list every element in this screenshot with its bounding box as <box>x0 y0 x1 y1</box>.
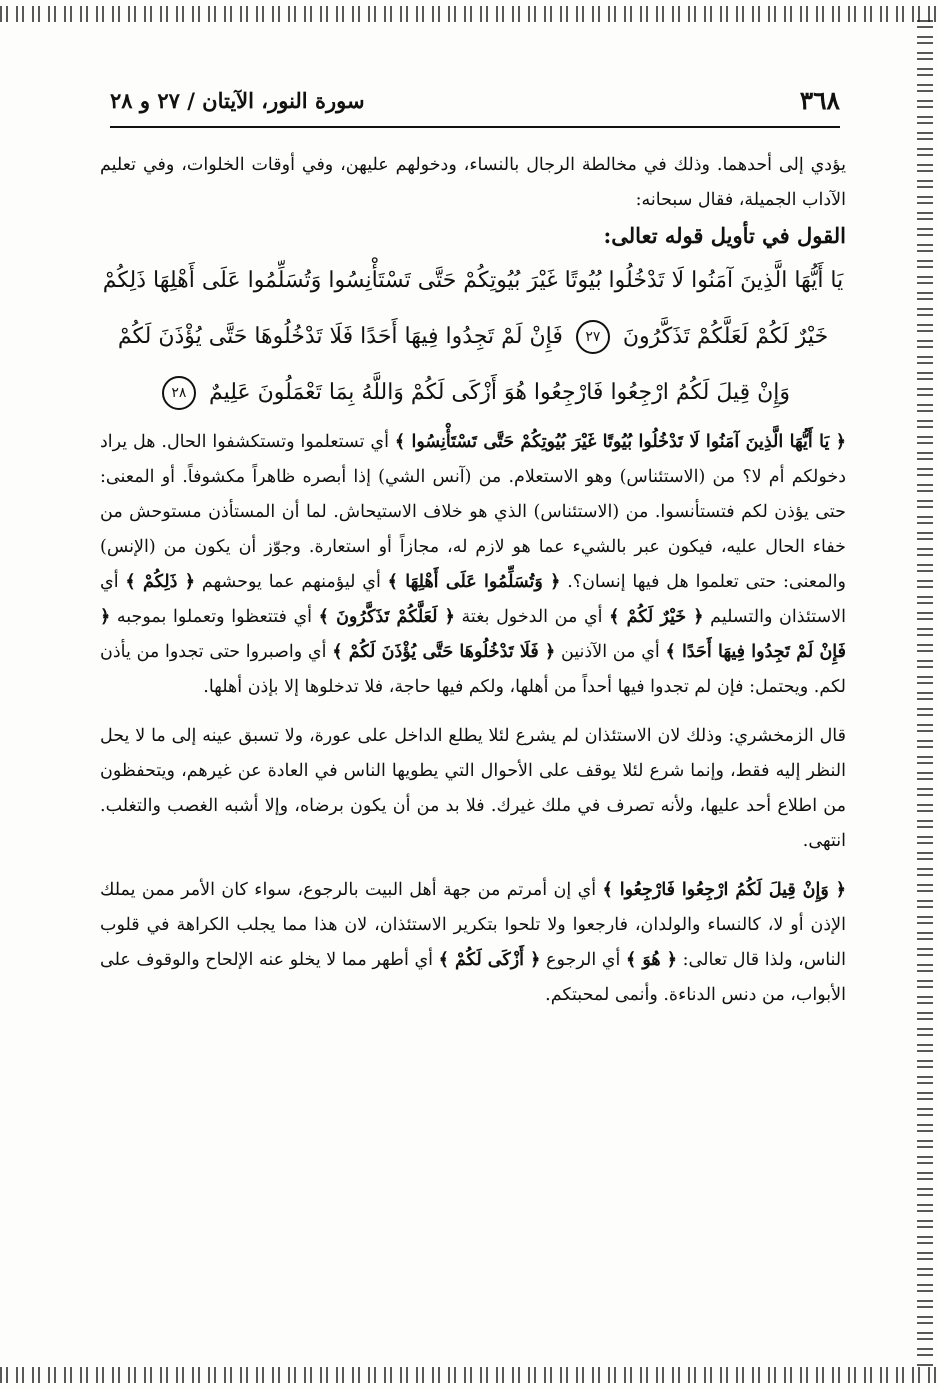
commentary-text: أي من الآذنين <box>555 642 666 662</box>
commentary-text: أي فتتعظوا وتعملوا بموجبه <box>110 607 319 627</box>
ayah-number-27: ٢٧ <box>576 320 610 354</box>
commentary-text: أي واصبروا حتى تجدوا من يأذن لكم. ويحتمل: فإن لم تجدوا فيها أحداً من أهلها، ولكم فيها حاجة، فلا تدخلوها إلا بإذن أهلها. <box>100 642 846 697</box>
quote-verse: ﴿ فَلَا تَدْخُلُوهَا حَتَّى يُؤْذَنَ لَكُمْ ﴾ <box>332 642 556 662</box>
running-title: سورة النور، الآيتان / ٢٧ و ٢٨ <box>110 88 365 113</box>
paragraph-gap <box>100 705 846 719</box>
quote-verse: ﴿ هُوَ ﴾ <box>625 950 678 970</box>
page-border-top <box>0 6 939 22</box>
quote-verse: ﴿ فَإِنْ لَمْ تَجِدُوا فِيهَا أَحَدًا ﴾ <box>100 607 846 662</box>
page-border-right <box>917 20 933 1369</box>
paragraph-return <box>100 873 846 1013</box>
page-border-bottom <box>0 1367 939 1383</box>
section-heading: القول في تأويل قوله تعالى: <box>603 223 846 248</box>
quote-verse: ﴿ أَزْكَى لَكُمْ ﴾ <box>438 950 541 970</box>
paragraph-intro: يؤدي إلى أحدهما. وذلك في مخالطة الرجال بالنساء، ودخولهم عليهن، وفي أوقات الخلوات، وفي تعليم الآداب الجميلة، فقال سبحانه: <box>100 155 846 210</box>
quote-verse: ﴿ يَا أَيُّهَا الَّذِينَ آمَنُوا لَا تَدْخُلُوا بُيُوتًا غَيْرَ بُيُوتِكُمْ حَتَّى تَسْتَأْنِسُوا ﴾ <box>394 432 847 452</box>
ayah-number-28: ٢٨ <box>162 376 196 410</box>
quote-verse: ﴿ ذَلِكُمْ ﴾ <box>125 572 196 592</box>
commentary-text: أي من الدخول بغتة <box>454 607 610 627</box>
quote-verse: ﴿ وَتُسَلِّمُوا عَلَى أَهْلِهَا ﴾ <box>387 572 561 592</box>
paragraph-zamakhshari: قال الزمخشري: وذلك لان الاستئذان لم يشرع لئلا يطلع الداخل على عورة، ولا تسبق عينه إلى ما لا يحل النظر إليه فقط، وإنما شرع لئلا يوقف على الأحوال التي يطويها الناس في العادة عن غيرهم، ويتحفظون من اطلاع أحد عليها، ولأنه تصرف في ملك غيرك. فلا بد من أن يكون برضاه، وإلا أشبه الغصب والتغلب. انتهى. <box>100 726 846 851</box>
verse-text-27: يَا أَيُّهَا الَّذِينَ آمَنُوا لَا تَدْخُلُوا بُيُوتًا غَيْرَ بُيُوتِكُمْ حَتَّى تَسْتَأْنِسُوا وَتُسَلِّمُوا عَلَى أَهْلِهَا ذَلِكُمْ خَيْرٌ لَكُمْ لَعَلَّكُمْ تَذَكَّرُونَ <box>102 268 844 349</box>
quote-verse: ﴿ وَإِنْ قِيلَ لَكُمُ ارْجِعُوا فَارْجِعُوا ﴾ <box>602 880 847 900</box>
commentary-text: أي أطهر مما لا يخلو عنه الإلحاح والوقوف على الأبواب، من دنس الدناءة. وأنمى لمحبتكم. <box>100 950 846 1005</box>
commentary-text: أي تستعلموا وتستكشفوا الحال. هل يراد دخولكم أم لا؟ من (الاستئناس) وهو الاستعلام. من (آنس الشي) إذا أبصره ظاهراً مكشوفاً. أو المعنى: حتى يؤذن لكم فتستأنسوا. من (الاستئناس) الذي هو خلاف الاستيحاش. لما أن المستأذن مستوحش من خفاء الحال عليه، فيكون عبر بالشيء عما هو لازم له، مجازاً أو استعارة. وجوّز أن يكون من (الإنس) والمعنى: حتى تعلموا هل فيها إنسان؟. <box>100 432 846 592</box>
page-number: ٣٦٨ <box>799 86 840 115</box>
commentary-text: أي الاستئذان والتسليم <box>100 572 847 627</box>
quote-verse: ﴿ لَعَلَّكُمْ تَذَكَّرُونَ ﴾ <box>318 607 455 627</box>
paragraph-commentary <box>100 425 846 705</box>
page-header <box>110 86 840 128</box>
commentary-text: أي إن أمرتم من جهة أهل البيت بالرجوع، سواء كان الأمر ممن يملك الإذن أو لا، كالنساء والولدان، فارجعوا ولا تلحوا بتكرير الاستئذان، لان هذا مما يجلب الكراهة في قلوب الناس، ولذا قال تعالى: <box>100 880 847 970</box>
quote-verse: ﴿ خَيْرٌ لَكُمْ ﴾ <box>609 607 704 627</box>
page-body <box>100 148 846 1013</box>
commentary-text: أي ليؤمنهم عما يوحشهم <box>195 572 388 592</box>
verse-text-28: فَإِنْ لَمْ تَجِدُوا فِيهَا أَحَدًا فَلَا تَدْخُلُوهَا حَتَّى يُؤْذَنَ لَكُمْ وَإِنْ قِيلَ لَكُمُ ارْجِعُوا فَارْجِعُوا هُوَ أَزْكَى لَكُمْ وَاللَّهُ بِمَا تَعْمَلُونَ عَلِيمٌ <box>117 324 791 405</box>
quran-verse-block <box>100 253 846 425</box>
paragraph-gap <box>100 859 846 873</box>
commentary-text: أي الرجوع <box>540 950 626 970</box>
